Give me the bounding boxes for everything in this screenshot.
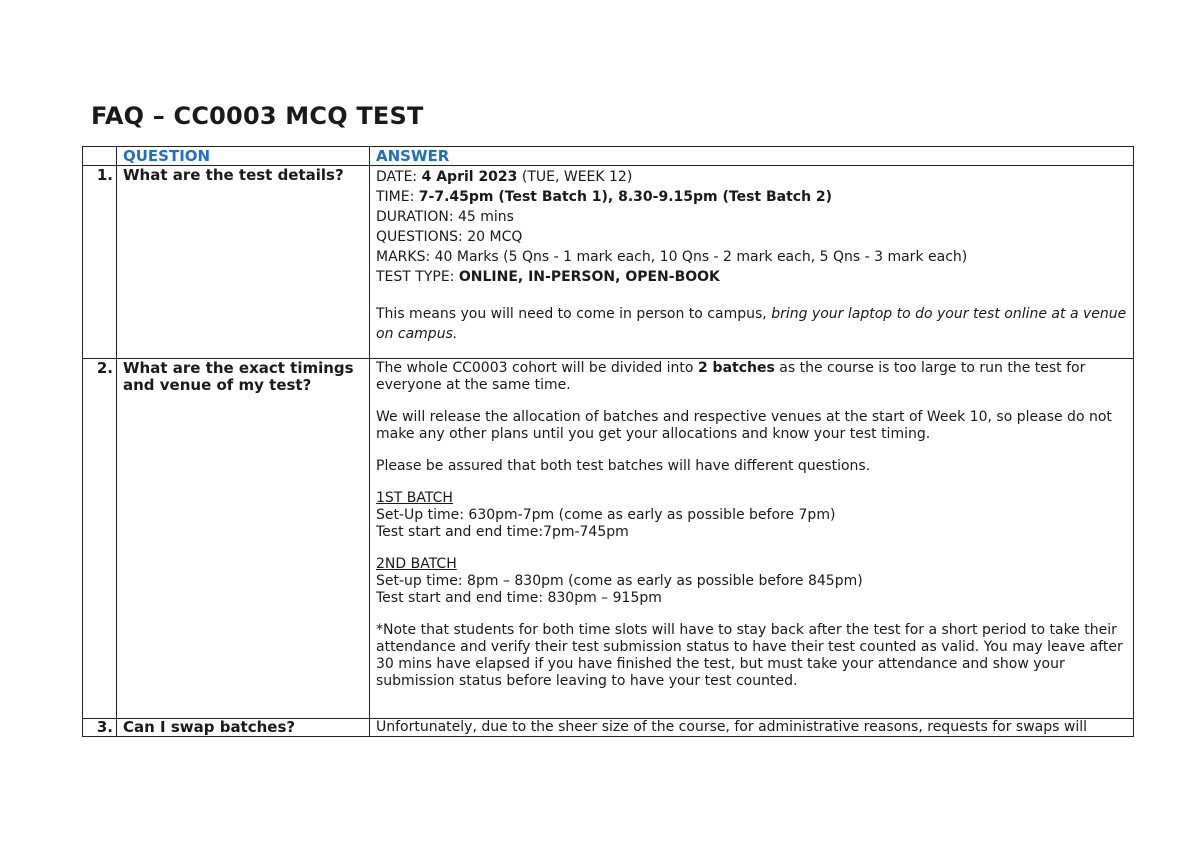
answer-paragraph: Please be assured that both test batches will have different questions. — [376, 458, 871, 474]
header-num — [83, 147, 117, 166]
answer-cell — [370, 359, 1134, 719]
answer-marks: MARKS: 40 Marks (5 Qns - 1 mark each, 10 Qns - 2 mark each, 5 Qns - 3 mark each) — [376, 249, 968, 265]
row-number: 3. — [83, 719, 117, 737]
header-answer: ANSWER — [370, 147, 1134, 166]
batch2-test: Test start and end time: 830pm – 915pm — [376, 590, 662, 606]
question-cell: Can I swap batches? — [117, 719, 370, 737]
answer-date: DATE: 4 April 2023 (TUE, WEEK 12) — [376, 169, 633, 185]
batch1-setup: Set-Up time: 630pm-7pm (come as early as possible before 7pm) — [376, 507, 836, 523]
answer-note: *Note that students for both time slots will have to stay back after the test for a short period to take their attendance and verify their test submission status to have their test counted as valid. You may leave after 30 mins have elapsed if you have finished the test, but must take your attendance and show your submission status before leaving to have your test counted. — [376, 622, 1123, 689]
answer-paragraph: We will release the allocation of batches and respective venues at the start of Week 10, so please do not make any other plans until you get your allocations and know your test timing. — [376, 409, 1112, 442]
row-number: 2. — [83, 359, 117, 719]
answer-note: This means you will need to come in person to campus, bring your laptop to do your test online at a venue on campus. — [376, 306, 1127, 342]
batch2-setup: Set-up time: 8pm – 830pm (come as early as possible before 845pm) — [376, 573, 863, 589]
answer-paragraph: The whole CC0003 cohort will be divided into 2 batches as the course is too large to run the test for everyone at the same time. — [376, 360, 1086, 393]
answer-time: TIME: 7-7.45pm (Test Batch 1), 8.30-9.15pm (Test Batch 2) — [376, 189, 833, 205]
answer-cell — [370, 166, 1134, 359]
table-row — [83, 166, 1134, 359]
batch1-test: Test start and end time:7pm-745pm — [376, 524, 629, 540]
answer-cell: Unfortunately, due to the sheer size of the course, for administrative reasons, requests for swaps will — [370, 719, 1134, 737]
answer-duration: DURATION: 45 mins — [376, 209, 514, 225]
batch2-heading: 2ND BATCH — [376, 556, 457, 572]
page-title: FAQ – CC0003 MCQ TEST — [91, 102, 424, 130]
answer-test-type: TEST TYPE: ONLINE, IN-PERSON, OPEN-BOOK — [376, 269, 720, 285]
table-row — [83, 359, 1134, 719]
batch1-heading: 1ST BATCH — [376, 490, 453, 506]
row-number: 1. — [83, 166, 117, 359]
header-question: QUESTION — [117, 147, 370, 166]
answer-questions: QUESTIONS: 20 MCQ — [376, 229, 523, 245]
question-cell: What are the exact timings and venue of my test? — [117, 359, 370, 719]
header-row — [83, 147, 1134, 166]
table-row — [83, 719, 1134, 737]
faq-table — [82, 146, 1134, 737]
question-cell: What are the test details? — [117, 166, 370, 359]
